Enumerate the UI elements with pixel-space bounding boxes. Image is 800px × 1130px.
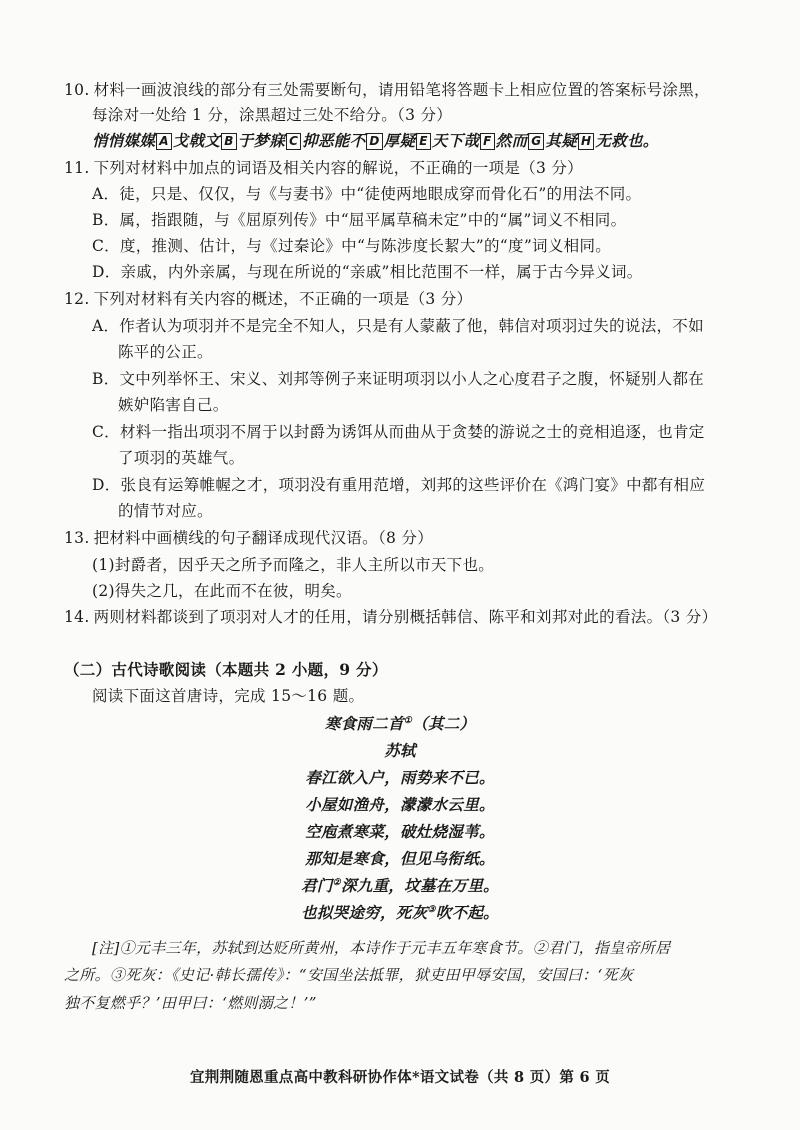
- q12-option-a-cont: 陈平的公正。: [118, 343, 213, 361]
- poem-line-1: 春江欲入户，雨势来不已。: [305, 768, 495, 787]
- q11-option-a[interactable]: A．徒，只是、仅仅，与《与妻书》中“徒使两地眼成穿而骨化石”的用法不同。: [92, 185, 642, 203]
- q12-option-d-cont: 的情节对应。: [118, 502, 213, 520]
- notes-line-1: [注]①元丰三年，苏轼到达贬所黄州，本诗作于元丰五年寒食节。②君门，指皇帝所居: [92, 939, 671, 957]
- q14-stem: 14. 两则材料都谈到了项羽对人才的任用，请分别概括韩信、陈平和刘邦对此的看法。（3 分）: [64, 608, 718, 626]
- notes-line-3: 独不复燃乎？’田甲曰：‘燃则溺之！’”: [64, 994, 317, 1012]
- poem-line-3: 空庖煮寒菜，破灶烧湿苇。: [305, 822, 495, 841]
- break-mark-c[interactable]: C: [286, 133, 301, 150]
- q12-option-b-cont: 嫉妒陷害自己。: [118, 396, 229, 414]
- notes-line-2: 之所。③死灰：《史记·韩长孺传》：“安国坐法抵罪，狱吏田甲辱安国，安国曰：‘死灰: [64, 966, 634, 984]
- break-mark-a[interactable]: A: [156, 133, 172, 150]
- break-mark-h[interactable]: H: [578, 133, 594, 150]
- q10-line2: 每涂对一处给 1 分，涂黑超过三处不给分。（3 分）: [92, 106, 453, 124]
- q13-sentence-1: (1)封爵者，因乎天之所予而隆之，非人主所以市天下也。: [92, 556, 495, 574]
- poem-line-5: 君门②深九重，坟墓在万里。: [301, 876, 499, 895]
- q12-stem: 12. 下列对材料有关内容的概述，不正确的一项是（3 分）: [64, 290, 473, 308]
- break-mark-e[interactable]: E: [416, 133, 431, 150]
- section-instruction: 阅读下面这首唐诗，完成 15～16 题。: [92, 687, 365, 705]
- poem-title: 寒食雨二首①（其二）: [324, 714, 476, 733]
- break-mark-b[interactable]: B: [221, 133, 236, 150]
- q10-line1: 10. 材料一画波浪线的部分有三处需要断句，请用铅笔将答题卡上相应位置的答案标号涂黑，: [64, 81, 710, 99]
- q12-option-a[interactable]: A．作者认为项羽并不是完全不知人，只是有人蒙蔽了他，韩信对项羽过失的说法，不如: [92, 317, 704, 335]
- q11-option-d[interactable]: D．亲戚，内外亲属，与现在所说的“亲戚”相比范围不一样，属于古今异义词。: [92, 263, 643, 281]
- q13-sentence-2: (2)得失之几，在此而不在彼，明矣。: [92, 582, 352, 600]
- q12-option-c-cont: 了项羽的英雄气。: [118, 449, 245, 467]
- q12-option-d[interactable]: D．张良有运筹帷幄之才，项羽没有重用范增，刘邦的这些评价在《鸿门宴》中都有相应: [92, 476, 706, 494]
- poem-line-2: 小屋如渔舟，濛濛水云里。: [305, 795, 495, 814]
- q12-option-b[interactable]: B．文中列举怀王、宋义、刘邦等例子来证明项羽以小人之心度君子之腹，怀疑别人都在: [92, 370, 705, 388]
- page-footer: 宜荆荆随恩重点高中教科研协作体*语文试卷（共 8 页）第 6 页: [189, 1069, 611, 1086]
- q13-stem: 13. 把材料中画横线的句子翻译成现代汉语。（8 分）: [64, 529, 434, 547]
- section-title: （二）古代诗歌阅读（本题共 2 小题，9 分）: [64, 660, 388, 679]
- poem-line-4: 那知是寒食，但见乌衔纸。: [305, 849, 495, 868]
- q12-option-c[interactable]: C．材料一指出项羽不屑于以封爵为诱饵从而曲从于贪婪的游说之士的竞相追逐，也肯定: [92, 423, 705, 441]
- q11-option-c[interactable]: C．度，推测、估计，与《过秦论》中“与陈涉度长絜大”的“度”词义相同。: [92, 237, 612, 255]
- break-mark-d[interactable]: D: [366, 133, 382, 150]
- break-mark-g[interactable]: G: [528, 133, 544, 150]
- q11-stem: 11. 下列对材料中加点的词语及相关内容的解说，不正确的一项是（3 分）: [64, 159, 583, 177]
- poem-line-6: 也拟哭途穷，死灰③吹不起。: [301, 903, 499, 922]
- poem-author: 苏轼: [384, 741, 416, 760]
- q10-number: 10.: [64, 81, 90, 99]
- q11-option-b[interactable]: B．属，指跟随，与《屈原列传》中“屈平属草稿未定”中的“属”词义不相同。: [92, 211, 627, 229]
- q10-passage: 悄悄媒媒 A 戈戟文 B 于梦寐 C 抑恶能不 D 厚疑 E 天下哉 F 然而 G 其疑 H 无救也。: [92, 131, 659, 150]
- break-mark-f[interactable]: F: [480, 133, 495, 150]
